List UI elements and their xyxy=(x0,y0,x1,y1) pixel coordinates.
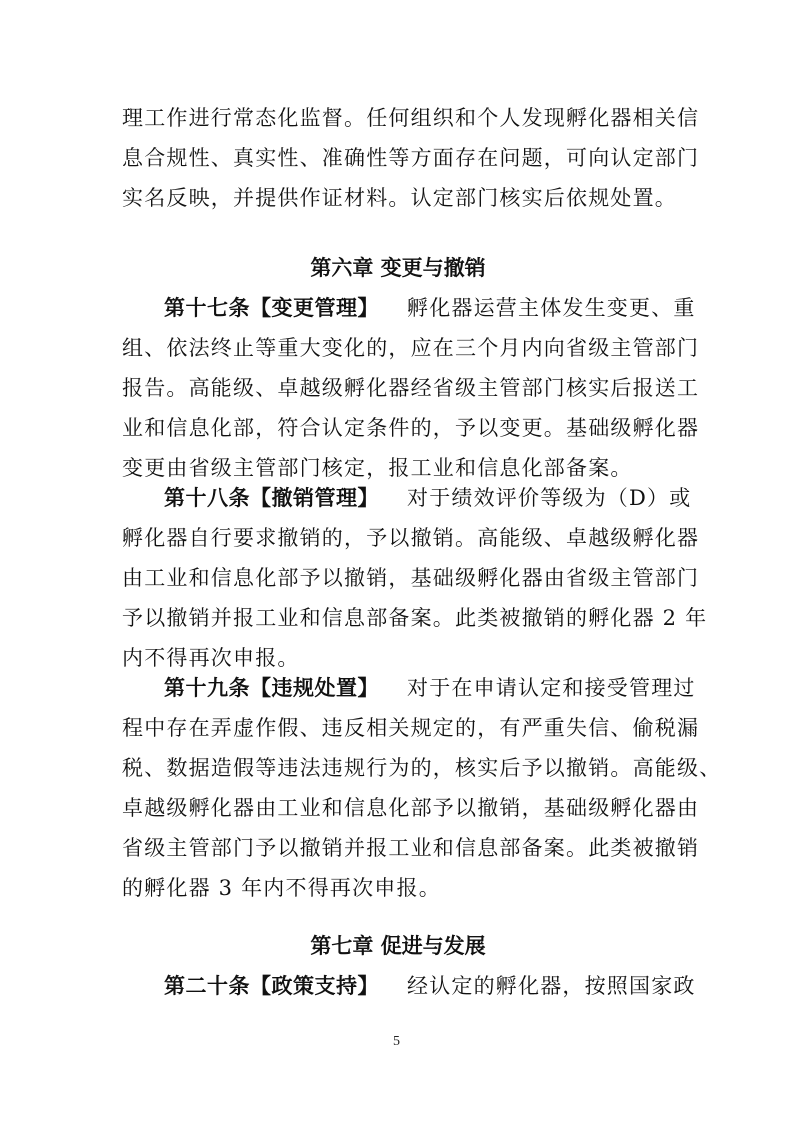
paragraph-line: 息合规性、真实性、准确性等方面存在问题，可向认定部门 xyxy=(122,146,700,170)
paragraph-line: 税、数据造假等违法违规行为的，核实后予以撤销。高能级、 xyxy=(122,756,722,780)
paragraph-line: 组、依法终止等重大变化的，应在三个月内向省级主管部门 xyxy=(122,336,700,360)
paragraph-line: 孵化器自行要求撤销的，予以撤销。高能级、卓越级孵化器 xyxy=(122,526,700,550)
article-text: 对于绩效评价等级为（D）或 xyxy=(407,486,692,510)
chapter-heading: 第六章 变更与撤销 xyxy=(310,256,486,280)
paragraph-line: 予以撤销并报工业和信息部备案。此类被撤销的孵化器 2 年 xyxy=(122,606,708,630)
article-text: 对于在申请认定和接受管理过 xyxy=(407,676,696,700)
article-18-first-line xyxy=(164,478,691,518)
paragraph-line: 由工业和信息化部予以撤销，基础级孵化器由省级主管部门 xyxy=(122,566,700,590)
paragraph-line: 实名反映，并提供作证材料。认定部门核实后依规处置。 xyxy=(122,186,677,210)
article-text: 经认定的孵化器，按照国家政 xyxy=(407,974,696,998)
article-title: 第十八条【撤销管理】 xyxy=(164,486,379,510)
paragraph-line: 省级主管部门予以撤销并报工业和信息部备案。此类被撤销 xyxy=(122,836,700,860)
paragraph-line: 卓越级孵化器由工业和信息化部予以撤销，基础级孵化器由 xyxy=(122,796,700,820)
article-text: 孵化器运营主体发生变更、重 xyxy=(407,296,696,320)
paragraph-line: 程中存在弄虚作假、违反相关规定的，有严重失信、偷税漏 xyxy=(122,716,700,740)
paragraph-line: 理工作进行常态化监督。任何组织和个人发现孵化器相关信 xyxy=(122,106,700,130)
chapter-heading: 第七章 促进与发展 xyxy=(310,934,486,958)
article-title: 第十七条【变更管理】 xyxy=(164,296,379,320)
paragraph-line: 报告。高能级、卓越级孵化器经省级主管部门核实后报送工 xyxy=(122,376,700,400)
paragraph-line: 变更由省级主管部门核定，报工业和信息化部备案。 xyxy=(122,456,633,480)
article-20-first-line xyxy=(164,966,696,1006)
article-17-first-line xyxy=(164,288,696,328)
paragraph-line: 内不得再次申报。 xyxy=(122,646,300,670)
article-title: 第十九条【违规处置】 xyxy=(164,676,379,700)
article-19-first-line xyxy=(164,668,696,708)
article-title: 第二十条【政策支持】 xyxy=(164,974,379,998)
paragraph-line: 的孵化器 3 年内不得再次申报。 xyxy=(122,876,441,900)
page-number: 5 xyxy=(393,1034,400,1049)
paragraph-line: 业和信息化部，符合认定条件的，予以变更。基础级孵化器 xyxy=(122,416,700,440)
